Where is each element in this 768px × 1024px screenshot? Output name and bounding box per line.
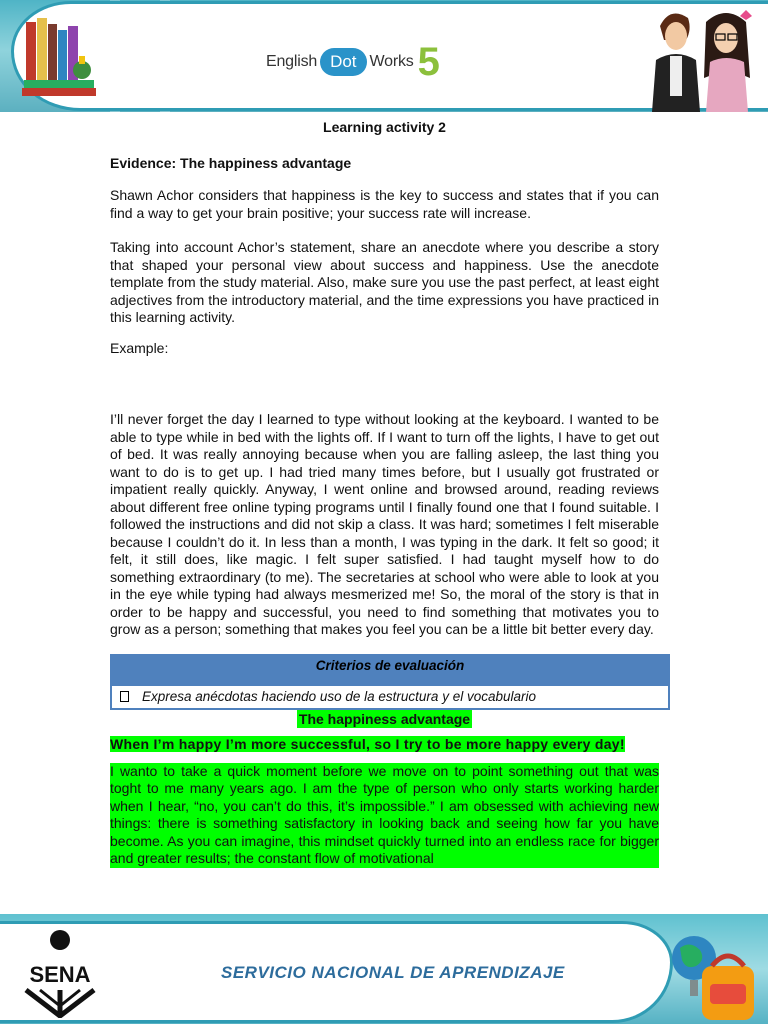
slogan-line [110,736,659,752]
sena-logo [18,926,102,1018]
header-banner [0,0,768,112]
students-illustration [630,4,768,112]
institution-name: SERVICIO NACIONAL DE APRENDIZAJE [221,963,565,982]
school-supplies-illustration [652,922,764,1022]
logo-word-english: English [266,53,318,70]
happiness-heading [110,711,659,727]
document-body [110,112,659,868]
logo-number: 5 [417,40,440,84]
logo-word-works: Works [369,53,414,70]
slogan-text: When I’m happy I’m more successful, so I try to be more happy every day! [110,735,625,752]
criteria-header: Criterios de evaluación [112,656,668,686]
example-label: Example: [110,339,169,356]
checkbox-icon [120,691,129,702]
sena-logo-text: SENA [29,962,91,987]
happiness-title: The happiness advantage [298,710,471,727]
intro-paragraph: Shawn Achor considers that happiness is the key to success and states that if you can find a way to get your brain positive; your success rate will increase. [110,187,659,221]
activity-title: Learning activity 2 [323,119,446,135]
example-story: I’ll never forget the day I learned to type without looking at the keyboard. I wanted to be able to type while in bed with the lights off. If I want to turn off the lights, I have to get out of bed. It was really annoying because when you are falling asleep, the last thing you want to do is to get up. I had tried many times before, but I usually got frustrated or impatient really quickly. Anyway, I went online and browsed around, reading reviews about different free online typing programs until I finally found one that I found suitable. I followed the instructions and did not skip a class. It was hard; sometimes I felt miserable because I couldn’t do it. In less than a month, I was typing in the dark. It felt so good; it felt, it still does, like magic. I felt super satisfied. I had taught myself how to do something extraordinary (to me). The secretaries at school who were able to look at you in the eye while typing had always mesmerized me! So, the moral of the story is that in order to be happy and successful, you need to find something that motivates you to grow as a person; something that makes you feel you can be a little bit better every day. [110,411,659,637]
books-illustration [22,14,98,102]
instructions-paragraph: Taking into account Achor’s statement, share an anecdote where you describe a story that shaped your personal view about success and happiness. Use the anecdote template from the study material. Also, make sure you use the past perfect, at least eight adjectives from the introductory material, and the time expressions you have practiced in this learning activity. [110,239,659,325]
englishdotworks-logo [266,40,440,84]
logo-word-dot: Dot [320,48,366,76]
criteria-row [112,686,668,708]
answer-paragraph: I wanto to take a quick moment before we move on to point something out that was toght to me many years ago. I am the type of person who only starts working harder when I hear, “no, you can’t do this, it’s impossible.” I am obsessed with achieving new things: there is something satisfactory in looking back and seeing how far you have become. As you can imagine, this mindset quickly turned into an endless race for bigger and greater results; the constant flow of motivational [110,762,659,866]
footer-banner [0,914,768,1024]
evidence-title: Evidence: The happiness advantage [110,155,352,171]
criteria-table [110,654,670,710]
criteria-item: Expresa anécdotas haciendo uso de la estructura y el vocabulario [142,689,536,704]
